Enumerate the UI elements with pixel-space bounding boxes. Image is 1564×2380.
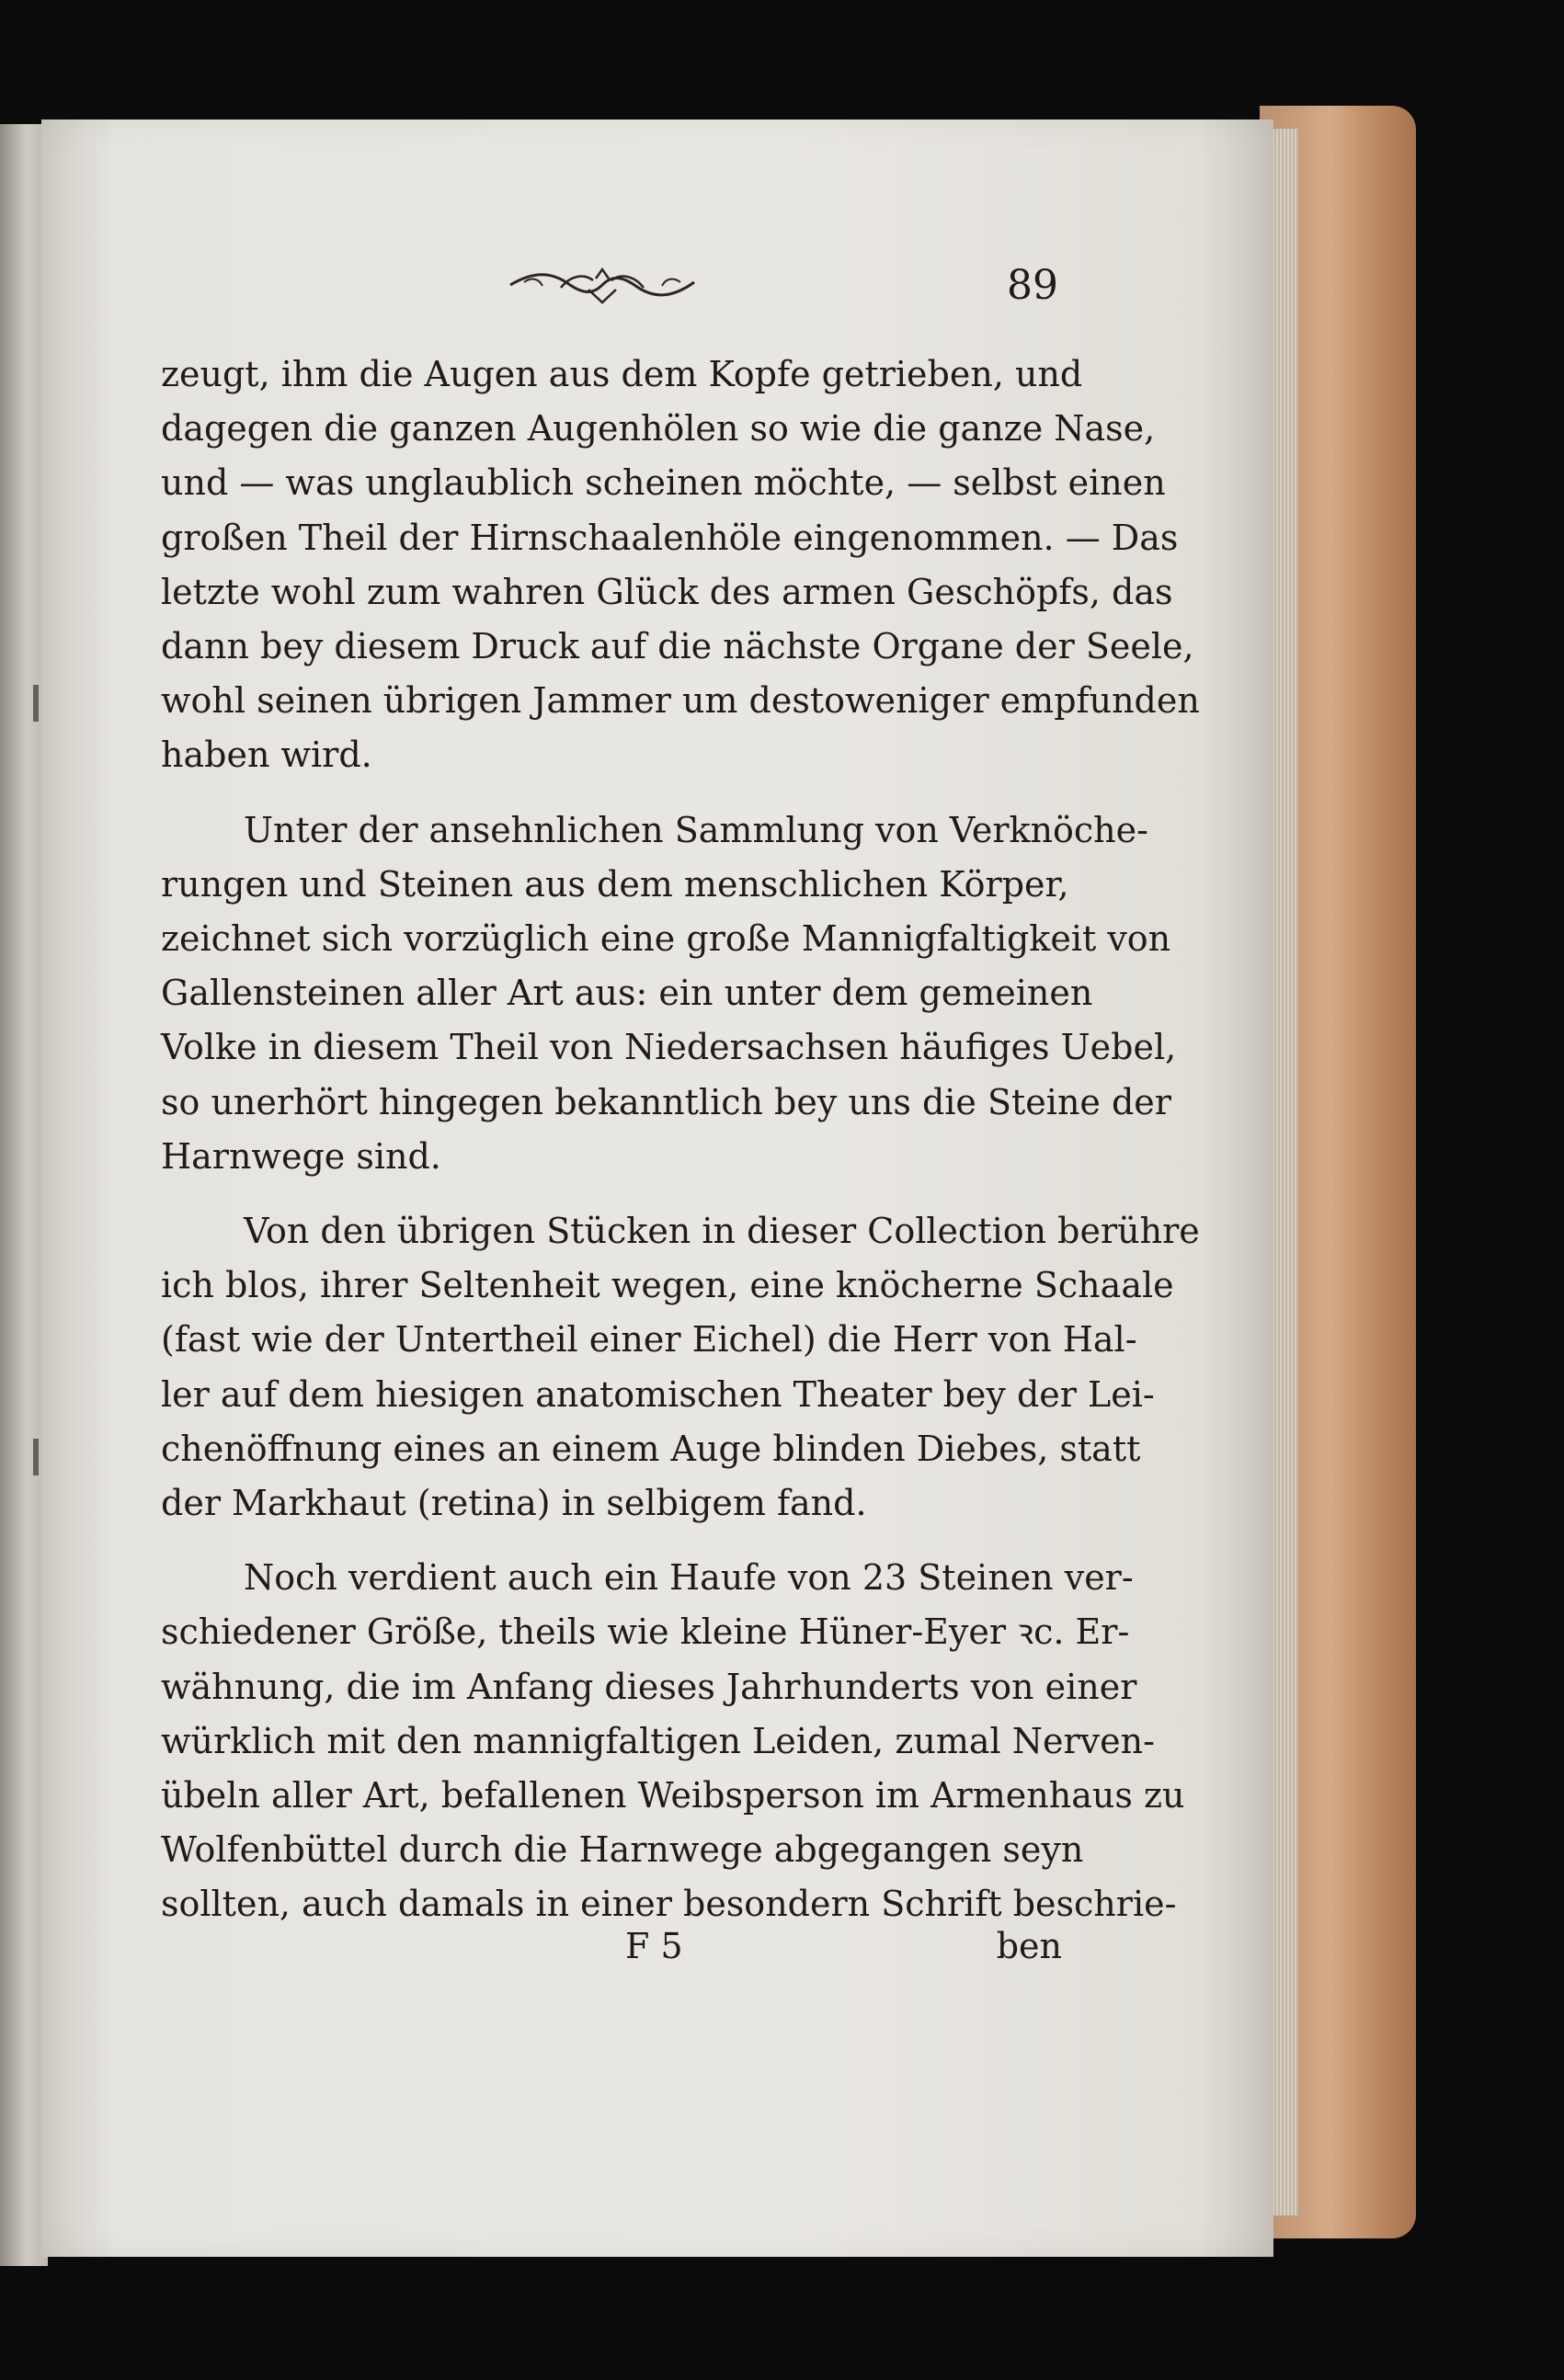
text-line: (fast wie der Untertheil einer Eichel) die Herr von Hal- bbox=[161, 1319, 1137, 1361]
page-number: 89 bbox=[1007, 262, 1058, 309]
text-line: dann bey diesem Druck auf die nächste Organe der Seele, bbox=[161, 626, 1194, 667]
page-footer bbox=[161, 1926, 1062, 1981]
text-line: Wolfenbüttel durch die Harnwege abgegangen seyn bbox=[161, 1829, 1084, 1871]
paragraph bbox=[161, 1204, 1200, 1531]
paragraph-gap bbox=[161, 1531, 1062, 1551]
text-line: letzte wohl zum wahren Glück des armen Geschöpfs, das bbox=[161, 571, 1173, 612]
body-text bbox=[161, 347, 1200, 1932]
paragraph-gap bbox=[161, 1184, 1062, 1204]
text-line: ich blos, ihrer Seltenheit wegen, eine knöcherne Schaale bbox=[161, 1265, 1174, 1306]
text-line: und — was unglaublich scheinen möchte, — selbst einen bbox=[161, 462, 1166, 504]
paragraph bbox=[161, 347, 1200, 783]
text-line: zeichnet sich vorzüglich eine große Mannigfaltigkeit von bbox=[161, 918, 1171, 960]
text-line: sollten, auch damals in einer besondern Schrift beschrie- bbox=[161, 1884, 1177, 1925]
paragraph-gap bbox=[161, 783, 1062, 803]
signature-mark: F 5 bbox=[625, 1926, 683, 1966]
text-line: so unerhört hingegen bekanntlich bey uns die Steine der bbox=[161, 1081, 1171, 1122]
margin-mark bbox=[33, 1439, 39, 1475]
margin-mark bbox=[33, 685, 39, 722]
text-line: Harnwege sind. bbox=[161, 1135, 441, 1177]
paragraph bbox=[161, 1551, 1185, 1931]
header-ornament bbox=[506, 262, 699, 308]
text-line: wohl seinen übrigen Jammer um destoweniger empfunden bbox=[161, 680, 1200, 722]
catchword: ben bbox=[996, 1926, 1062, 1966]
text-line: Volke in diesem Theil von Niedersachsen häufiges Uebel, bbox=[161, 1027, 1177, 1068]
paragraph bbox=[161, 803, 1177, 1184]
text-line: großen Theil der Hirnschaalenhöle eingenommen. — Das bbox=[161, 517, 1179, 558]
text-line: schiedener Größe, theils wie kleine Hüner-Eyer ꝛc. Er- bbox=[161, 1611, 1130, 1653]
text-line: zeugt, ihm die Augen aus dem Kopfe getrieben, und bbox=[161, 354, 1083, 394]
text-line: wähnung, die im Anfang dieses Jahrhunderts von einer bbox=[161, 1666, 1137, 1707]
text-line: Noch verdient auch ein Haufe von 23 Steinen ver- bbox=[244, 1557, 1134, 1599]
text-line: würklich mit den mannigfaltigen Leiden, zumal Nerven- bbox=[161, 1720, 1155, 1761]
text-line: der Markhaut (retina) in selbigem fand. bbox=[161, 1483, 867, 1524]
text-line: Von den übrigen Stücken in dieser Collection berühre bbox=[244, 1211, 1200, 1252]
text-line: chenöffnung eines an einem Auge blinden Diebes, statt bbox=[161, 1428, 1141, 1469]
text-line: haben wird. bbox=[161, 734, 372, 776]
text-line: dagegen die ganzen Augenhölen so wie die ganze Nase, bbox=[161, 408, 1156, 450]
text-line: übeln aller Art, befallenen Weibsperson im Armenhaus zu bbox=[161, 1775, 1185, 1816]
text-line: Gallensteinen aller Art aus: ein unter dem gemeinen bbox=[161, 973, 1093, 1014]
text-line: ler auf dem hiesigen anatomischen Theater bey der Lei- bbox=[161, 1373, 1155, 1415]
text-line: Unter der ansehnlichen Sammlung von Verknöche- bbox=[244, 809, 1148, 850]
text-line: rungen und Steinen aus dem menschlichen Körper, bbox=[161, 863, 1069, 905]
